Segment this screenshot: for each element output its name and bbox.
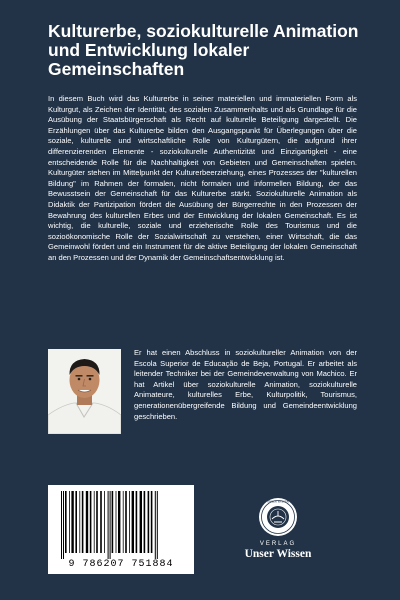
book-description: In diesem Buch wird das Kulturerbe in seiner materiellen und immateriellen Form als Kulturgut, als Zeichen der Identität, des sozialen Zusammenhalts und als Grundlage für die Ausübung der Staatsbürgerschaft als Recht auf kulturelle Beteiligung dargestellt. Die Erzählungen über das Kulturerbe bilden den Ausgangspunkt für Überlegungen über die soziale, kulturelle und wirtschaftliche Rolle von Kulturgütern, die aufgrund ihrer differenzierenden Elemente - soziokulturelle Authentizität und Einzigartigkeit - eine entscheidende Rolle für die Nachhaltigkeit von Gebieten und Gemeinschaften spielen. Kulturgüter stehen im Mittelpunkt der Kulturerbeerziehung, eines Prozesses der "kulturellen Bildung" im Rahmen der formalen, nicht formalen und informellen Bildung, der das Bewusstsein der Gemeinschaft für das Kulturerbe stärkt. Soziokulturelle Animation als Didaktik der Partizipation fördert die Ausübung der Bürgerrechte in den Prozessen der Bewahrung des kulturellen Erbes und der Entwicklung der lokalen Gemeinschaft. Es ist wichtig, die kulturelle, soziale und erzieherische Rolle des Tourismus und die sozioökonomische Rolle der Sozialwirtschaft zu verstehen, einer Wirtschaft, die das Gemeinwohl fördert und ein Instrument für die aktive Beteiligung der lokalen Gemeinschaft an den Prozessen und der Dynamik der Gemeinschaftsentwicklung ist. [48, 94, 357, 262]
barcode-bars [59, 491, 183, 559]
publisher-seal-icon [258, 497, 298, 537]
publisher-logo [228, 497, 328, 560]
publisher-label: VERLAG [259, 541, 297, 547]
svg-text:UNSER WISSEN: UNSER WISSEN [267, 499, 289, 504]
author-photo [48, 349, 121, 434]
isbn-number: 9 786207 751884 [68, 559, 174, 570]
publisher-name: Unser Wissen [244, 548, 312, 560]
author-portrait-illustration [48, 349, 121, 434]
book-title: Kulturerbe, soziokulturelle Animation und Entwicklung lokaler Gemeinschaften [48, 21, 359, 79]
author-bio: Er hat einen Abschluss in soziokultureller Animation von der Escola Superior de Educação de Beja, Portugal. Er arbeitet als leitender Techniker bei der Gemeindeverwaltung von Machico. Er hat Artikel über soziokulturelle Animation, soziokulturelle Animateure, kulturelles Erbe, Kulturpolitik, Tourismus, generationenübergreifende Bildung und Gemeindeentwicklung geschrieben. [134, 348, 357, 421]
isbn-barcode [48, 485, 194, 574]
